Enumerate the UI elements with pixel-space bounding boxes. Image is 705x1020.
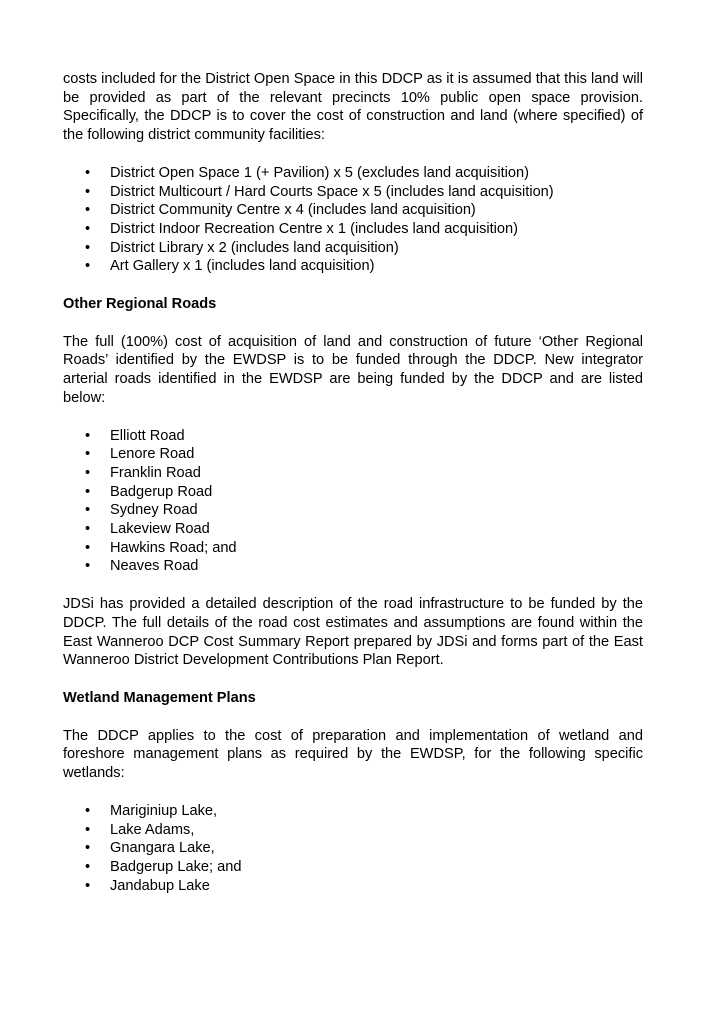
roads-paragraph: The full (100%) cost of acquisition of land and construction of future ‘Other Regional Roads’ identified by the EWDSP is to be funded through the DDCP. New integrator arterial roads identified in the EWDSP are being funded by the DDCP and are listed below: [63, 333, 643, 406]
list-item: • Hawkins Road; and [85, 539, 237, 556]
list-item: • Lenore Road [85, 446, 195, 463]
bullet-icon: • [85, 802, 91, 819]
list-item: • Lake Adams, [85, 821, 195, 838]
list-item: • Art Gallery x 1 (includes land acquisition) [85, 258, 375, 275]
bullet-icon: • [85, 183, 91, 200]
bullet-icon: • [85, 258, 91, 275]
list-item: • District Open Space 1 (+ Pavilion) x 5 (excludes land acquisition) [85, 164, 529, 181]
list-item: • District Community Centre x 4 (includes land acquisition) [85, 202, 476, 219]
wetland-paragraph: The DDCP applies to the cost of preparation and implementation of wetland and foreshore management plans as required by the EWDSP, for the following specific wetlands: [63, 727, 643, 782]
bullet-icon: • [85, 521, 91, 538]
bullet-icon: • [85, 840, 91, 857]
bullet-icon: • [85, 446, 91, 463]
wetland-heading: Wetland Management Plans [63, 689, 256, 706]
facilities-list [63, 164, 643, 276]
list-item: • Mariginiup Lake, [85, 802, 218, 819]
wetlands-list [63, 802, 643, 896]
list-item: • Elliott Road [85, 427, 185, 444]
list-item: • Jandabup Lake [85, 877, 210, 894]
list-item: • Sydney Road [85, 502, 198, 519]
roads-list [63, 427, 643, 577]
list-item: • Franklin Road [85, 464, 201, 481]
bullet-icon: • [85, 239, 91, 256]
intro-paragraph: costs included for the District Open Space in this DDCP as it is assumed that this land will be provided as part of the relevant precincts 10% public open space provision. Specifically, the DDCP is to cover the cost of construction and land (where specified) of the following district community facilities: [63, 71, 643, 144]
list-item: • Neaves Road [85, 558, 199, 575]
bullet-icon: • [85, 502, 91, 519]
bullet-icon: • [85, 821, 91, 838]
list-item: • Badgerup Road [85, 483, 213, 500]
list-item: • Gnangara Lake, [85, 840, 215, 857]
bullet-icon: • [85, 220, 91, 237]
list-item: • Badgerup Lake; and [85, 858, 242, 875]
roads-paragraph-2: JDSi has provided a detailed description of the road infrastructure to be funded by the DDCP. The full details of the road cost estimates and assumptions are found within the East Wanneroo DCP Cost Summary Report prepared by JDSi and forms part of the East Wanneroo District Development Contributions Plan Report. [63, 596, 643, 669]
bullet-icon: • [85, 558, 91, 575]
bullet-icon: • [85, 483, 91, 500]
roads-heading: Other Regional Roads [63, 296, 217, 313]
bullet-icon: • [85, 539, 91, 556]
bullet-icon: • [85, 427, 91, 444]
bullet-icon: • [85, 202, 91, 219]
list-item: • District Multicourt / Hard Courts Space x 5 (includes land acquisition) [85, 183, 554, 200]
document-page [63, 70, 643, 895]
list-item: • District Library x 2 (includes land acquisition) [85, 239, 399, 256]
bullet-icon: • [85, 877, 91, 894]
list-item: • District Indoor Recreation Centre x 1 (includes land acquisition) [85, 220, 519, 237]
bullet-icon: • [85, 464, 91, 481]
bullet-icon: • [85, 164, 91, 181]
list-item: • Lakeview Road [85, 521, 210, 538]
bullet-icon: • [85, 858, 91, 875]
